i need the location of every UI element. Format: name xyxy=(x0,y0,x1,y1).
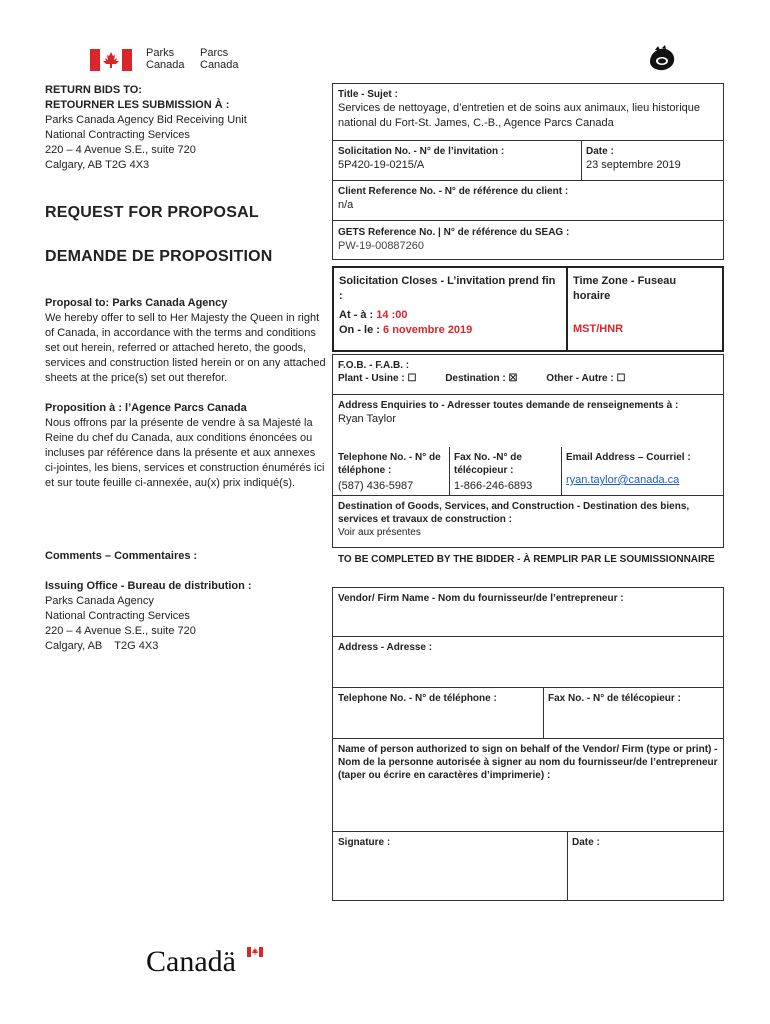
title-value: Services de nettoyage, d’entretien et de soins aux animaux, lieu historique national du Fort-St. James, C.-B., Agence Parcs Canada xyxy=(338,102,700,129)
comments-label: Comments – Commentaires : xyxy=(45,550,198,562)
return-address-line: National Contracting Services xyxy=(45,129,190,141)
delivery-contact-box xyxy=(332,354,724,548)
fax-value: 1-866-246-6893 xyxy=(454,480,533,492)
bidder-tel-field[interactable] xyxy=(333,688,543,738)
vendor-field[interactable] xyxy=(333,588,723,636)
return-bids-label: RETURN BIDS TO: xyxy=(45,84,142,96)
authorized-field[interactable] xyxy=(333,739,723,831)
date-label: Date : xyxy=(586,146,614,157)
issuing-office-block xyxy=(45,579,325,654)
canada-flag-icon xyxy=(90,49,132,71)
solicitation-value: 5P420-19-0215/A xyxy=(338,159,425,171)
other-checkbox[interactable]: Other - Autre : ☐ xyxy=(546,373,626,384)
plant-checkbox[interactable]: Plant - Usine : ☐ xyxy=(338,373,417,384)
bidder-fax-label: Fax No. - N° de télécopieur : xyxy=(548,693,681,704)
email-label: Email Address – Courriel : xyxy=(566,452,691,463)
wordmark-flag-icon xyxy=(247,947,263,957)
proposal-heading-fr: Proposition à : l’Agence Parcs Canada xyxy=(45,402,247,414)
canada-wordmark xyxy=(146,944,236,980)
return-address-line: Calgary, AB T2G 4X3 xyxy=(45,159,150,171)
tz-label: Time Zone - Fuseau horaire xyxy=(573,275,677,302)
address-label: Address - Adresse : xyxy=(338,642,433,653)
title-label: Title - Sujet : xyxy=(338,89,398,100)
return-address-line: Parks Canada Agency Bid Receiving Unit xyxy=(45,114,247,126)
canada-wordmark-text: Canadä xyxy=(146,945,236,978)
bidder-tel-label: Telephone No. - N° de téléphone : xyxy=(338,693,497,704)
gets-label: GETS Reference No. | N° de référence du SEAG : xyxy=(338,227,570,238)
proposal-text-fr: Nous offrons par la présente de vendre à sa Majesté la Reine du chef du Canada, aux conditions énoncées ou incluses par référence dans la présente et aux annexes ci-jointes, les biens, services et construction énumérés ici et sur toute feuille ci-annexée, au(x) prix indiqué(s). xyxy=(45,417,325,489)
client-ref-value: n/a xyxy=(338,199,354,211)
at-value: 14 :00 xyxy=(376,309,408,321)
parks-en: Parks xyxy=(146,47,175,59)
canada-en: Canada xyxy=(146,59,185,71)
authorized-label: Name of person authorized to sign on behalf of the Vendor/ Firm (type or print) - Nom de la personne autorisée à signer au nom du fournisseur/de l’entrepreneur (taper ou écrire en caractères d’imprimerie) : xyxy=(338,744,718,781)
sign-date-label: Date : xyxy=(572,837,600,848)
retourner-label: RETOURNER LES SUBMISSION À : xyxy=(45,99,230,111)
bidder-box xyxy=(332,587,724,901)
at-label: At - à : xyxy=(339,309,374,321)
gets-value: PW-19-00887260 xyxy=(338,240,425,252)
issuing-line: National Contracting Services xyxy=(45,610,190,622)
email-link[interactable]: ryan.taylor@canada.ca xyxy=(566,474,680,486)
on-label: On - le : xyxy=(339,324,380,336)
fax-label: Fax No. -N° de télécopieur : xyxy=(454,452,522,476)
destination-label: Destination of Goods, Services, and Construction - Destination des biens, services et travaux de construction : xyxy=(338,501,690,525)
solicitation-info-box xyxy=(332,83,724,260)
date-value: 23 septembre 2019 xyxy=(586,159,681,171)
signature-label: Signature : xyxy=(338,837,391,848)
ddp-title: DEMANDE DE PROPOSITION xyxy=(45,248,273,265)
destination-checkbox[interactable]: Destination : ☒ xyxy=(445,373,518,384)
client-ref-label: Client Reference No. - N° de référence du client : xyxy=(338,186,569,197)
on-value: 6 novembre 2019 xyxy=(383,324,473,336)
beaver-emblem-icon xyxy=(646,44,678,74)
fob-label: F.O.B. - F.A.B. : xyxy=(338,360,410,371)
issuing-office-label: Issuing Office - Bureau de distribution : xyxy=(45,580,252,592)
destination-value: Voir aux présentes xyxy=(338,527,421,538)
return-bids-block xyxy=(45,83,325,173)
parks-canada-logo xyxy=(90,47,250,73)
parks-fr: Parcs xyxy=(200,47,229,59)
address-field[interactable] xyxy=(333,637,723,687)
tel-label: Telephone No. - N° de téléphone : xyxy=(338,452,441,476)
tz-value: MST/HNR xyxy=(573,323,624,335)
tel-value: (587) 436-5987 xyxy=(338,480,414,492)
enquiries-value: Ryan Taylor xyxy=(338,413,396,425)
canada-fr: Canada xyxy=(200,59,239,71)
issuing-line: Parks Canada Agency xyxy=(45,595,154,607)
proposal-text-en: We hereby offer to sell to Her Majesty the Queen in right of Canada, in accordance with the terms and conditions set out herein, referred or attached hereto, the goods, services and construction listed herein or on any attached sheets at the price(s) set out therefor. xyxy=(45,312,326,384)
rfp-title: REQUEST FOR PROPOSAL xyxy=(45,204,259,221)
proposal-block xyxy=(45,296,327,491)
bidder-heading: TO BE COMPLETED BY THE BIDDER - À REMPLIR PAR LE SOUMISSIONNAIRE xyxy=(338,554,715,565)
bidder-fax-field[interactable] xyxy=(543,688,723,738)
enquiries-label: Address Enquiries to - Adresser toutes demande de renseignements à : xyxy=(338,400,679,411)
sign-date-field[interactable] xyxy=(567,832,723,900)
return-address-line: 220 – 4 Avenue S.E., suite 720 xyxy=(45,144,196,156)
vendor-label: Vendor/ Firm Name - Nom du fournisseur/de l’entrepreneur : xyxy=(338,593,624,604)
issuing-line: Calgary, AB T2G 4X3 xyxy=(45,640,159,652)
closes-label: Solicitation Closes - L’invitation prend fin : xyxy=(339,275,556,302)
closing-box xyxy=(332,266,724,352)
solicitation-label: Solicitation No. - N° de l’invitation : xyxy=(338,146,505,157)
proposal-heading-en: Proposal to: Parks Canada Agency xyxy=(45,297,228,309)
issuing-line: 220 – 4 Avenue S.E., suite 720 xyxy=(45,625,196,637)
signature-field[interactable] xyxy=(333,832,567,900)
